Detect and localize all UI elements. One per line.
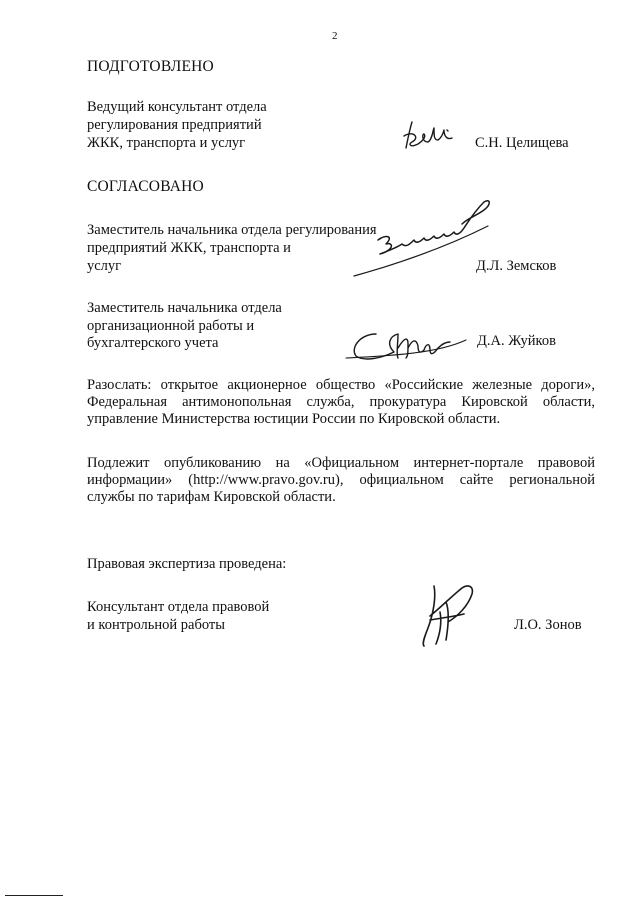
agreed-heading: СОГЛАСОВАНО — [87, 178, 204, 195]
agreed-signer-2-position-line-2: организационной работы и — [87, 318, 255, 334]
prepared-name: С.Н. Целищева — [475, 135, 569, 151]
legal-review-heading: Правовая экспертиза проведена: — [87, 556, 287, 572]
agreed-signer-1-position-line-1: Заместитель начальника отдела регулирования — [87, 222, 377, 238]
prepared-position-line-2: регулирования предприятий — [87, 117, 262, 133]
legal-review-signature — [418, 582, 488, 648]
agreed-signer-1-name: Д.Л. Земсков — [476, 258, 557, 274]
legal-review-position-line-2: и контрольной работы — [87, 617, 225, 633]
prepared-position-line-3: ЖКК, транспорта и услуг — [87, 135, 246, 151]
footnote-rule — [5, 895, 63, 896]
agreed-signer-1-position-line-3: услуг — [87, 258, 122, 274]
agreed-signer-1-position-line-2: предприятий ЖКК, транспорта и — [87, 240, 291, 256]
prepared-heading: ПОДГОТОВЛЕНО — [87, 58, 214, 75]
legal-review-position-line-1: Консультант отдела правовой — [87, 599, 270, 615]
agreed-signer-2-position-line-3: бухгалтерского учета — [87, 335, 219, 351]
agreed-signer-2-name: Д.А. Жуйков — [477, 333, 556, 349]
agreed-signer-2-signature — [346, 324, 472, 364]
agreed-signer-2-position-line-1: Заместитель начальника отдела — [87, 300, 282, 316]
prepared-signature — [400, 118, 462, 152]
publication-text: Подлежит опубликованию на «Официальном интернет-портале правовой информации» (http://www.pravo.gov.ru), официальном сайте региональной службы по тарифам Кировской области. — [87, 455, 595, 505]
page-number: 2 — [332, 30, 338, 42]
legal-review-name: Л.О. Зонов — [514, 617, 582, 633]
distribution-text: Разослать: открытое акционерное общество «Российские железные дороги», Федеральная антимонопольная служба, прокуратура Кировской области, управление Министерства юстиции России по Кировской области. — [87, 377, 595, 427]
prepared-position-line-1: Ведущий консультант отдела — [87, 99, 267, 115]
